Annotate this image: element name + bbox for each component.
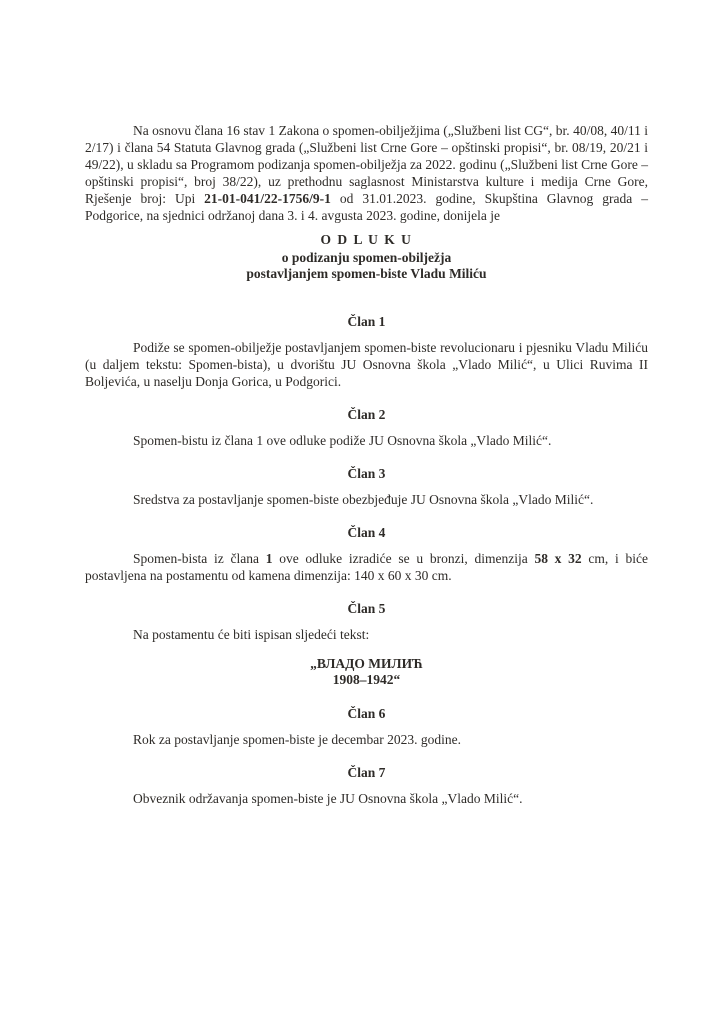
article-7-paragraph [85,790,648,807]
article-1-paragraph [85,339,648,390]
article-7 [85,764,648,807]
decision-title: O D L U K U [320,232,413,247]
article-1 [85,313,648,390]
text-segment: Na postamentu će biti ispisan sljedeći tekst: [133,626,370,642]
article-6-heading: Član 6 [347,705,386,721]
article-2-paragraph [85,432,648,449]
pedestal-inscription [85,656,648,689]
text-segment: Sredstva za postavljanje spomen-biste obezbjeđuje JU Osnovna škola „Vlado Milić“. [133,491,594,507]
inscription-years-line: 1908–1942“ [332,672,401,687]
text-segment: Podiže se spomen-obilježje postavljanjem spomen-biste revolucionaru i pjesniku Vladu Miliću (u daljem tekstu: Spomen-bista), u dvorištu JU Osnovna škola „Vlado Milić“, u Ulici Ruvima II Boljevića, u naselju Donja Gorica, u Podgorici. [85,339,648,389]
article-7-heading: Član 7 [347,764,386,780]
article-6-paragraph [85,731,648,748]
article-5-paragraph [85,626,648,643]
text-segment: cm, i biće postavljena na postamentu od kamena dimenzija: 140 x 60 x 30 cm. [85,550,649,583]
article-2 [85,406,648,449]
article-3-paragraph [85,491,648,508]
article-4-paragraph [85,550,648,584]
text-segment: Na osnovu člana 16 stav 1 Zakona o spomen-obilježjima („Službeni list CG“, br. 40/08, 40/11 i 2/17) i člana 54 Statuta Glavnog grada („Službeni list Crne Gore – opštinski propisi“, br. 08/19, 20/21 i 49/22), u skladu sa Programom podizanja spomen-obilježja za 2022. godinu („Službeni list Crne Gore – opštinski propisi“, broj 38/22), uz prethodnu saglasnost Ministarstva kulture i medija Crne Gore, Rješenje broj: Upi [85,123,648,206]
text-segment: ove odluke izradiće se u bronzi, dimenzija [272,550,535,566]
text-segment: od 31.01.2023. godine, Skupština Glavnog grada – Podgorice, na sjednici održanoj dana 3. i 4. avgusta 2023. godine, donijela je [85,191,648,223]
text-segment: Obveznik održavanja spomen-biste je JU Osnovna škola „Vlado Milić“. [133,790,523,806]
decision-title-block [85,232,648,283]
decision-subtitle-2: postavljanjem spomen-biste Vladu Miliću [246,266,487,281]
text-segment: 58 x 32 [534,550,582,566]
article-3 [85,465,648,508]
text-segment: Rok za postavljanje spomen-biste je decembar 2023. godine. [133,731,462,747]
text-segment: 21-01-041/22-1756/9-1 [204,191,331,206]
decision-subtitle-1: o podizanju spomen-obilježja [281,249,452,265]
inscription-name-line: „ВЛАДО МИЛИЋ [310,655,423,671]
article-2-heading: Član 2 [347,406,386,422]
article-1-heading: Član 1 [347,313,386,329]
intro-paragraph [85,122,648,224]
text-segment: Spomen-bista iz člana [133,550,266,566]
article-3-heading: Član 3 [347,465,386,481]
document-content [85,122,648,807]
article-5 [85,600,648,689]
article-4-heading: Član 4 [347,524,386,540]
text-segment: Spomen-bistu iz člana 1 ove odluke podiže JU Osnovna škola „Vlado Milić“. [133,432,552,448]
article-5-heading: Član 5 [347,600,386,616]
text-segment: 1 [265,550,273,566]
article-4 [85,524,648,584]
article-6 [85,705,648,748]
